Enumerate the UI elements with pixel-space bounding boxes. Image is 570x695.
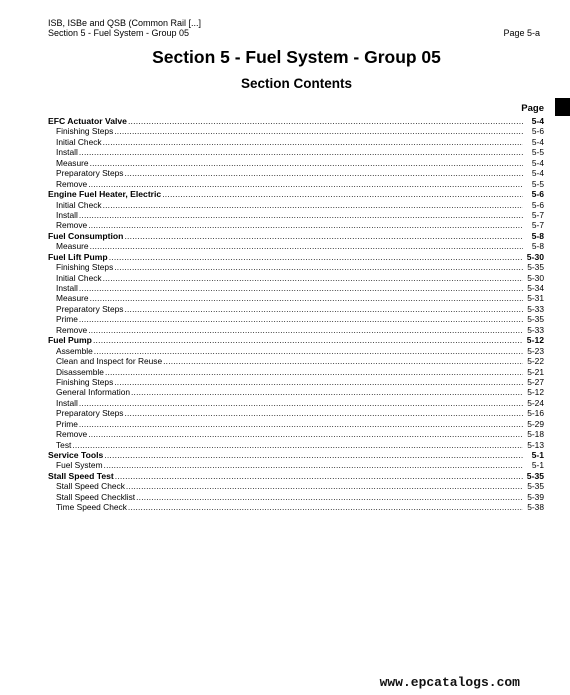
toc-entry-page: 5-30: [527, 272, 544, 283]
toc-entry-label: Fuel System: [56, 460, 103, 471]
section-contents-heading: Section Contents: [240, 76, 352, 91]
toc-topic-entry[interactable]: [48, 314, 544, 324]
toc-section-entry[interactable]: [48, 231, 544, 241]
toc-section-entry[interactable]: [48, 252, 544, 262]
toc-entry-page: 5-4: [531, 136, 544, 147]
dot-leader: [72, 440, 523, 450]
toc-section-entry[interactable]: [48, 471, 544, 481]
toc-entry-page: 5-22: [527, 356, 544, 367]
toc-topic-entry[interactable]: [48, 200, 544, 210]
toc-entry-page: 5-6: [531, 199, 544, 210]
toc-entry-label: Measure: [56, 241, 89, 252]
dot-leader: [90, 241, 523, 251]
dot-leader: [124, 231, 523, 241]
toc-topic-entry[interactable]: [48, 346, 544, 356]
dot-leader: [103, 273, 523, 283]
toc-entry-page: 5-29: [527, 418, 544, 429]
toc-topic-entry[interactable]: [48, 325, 544, 335]
toc-section-entry[interactable]: [48, 450, 544, 460]
toc-entry-page: 5-16: [527, 408, 544, 419]
toc-topic-entry[interactable]: [48, 492, 544, 502]
toc-entry-page: 5-13: [527, 439, 544, 450]
toc-topic-entry[interactable]: [48, 440, 544, 450]
toc-entry-label: Assemble: [56, 345, 93, 356]
doc-title: ISB, ISBe and QSB (Common Rail [...]: [48, 18, 202, 28]
toc-topic-entry[interactable]: [48, 367, 544, 377]
toc-entry-label: Measure: [56, 157, 89, 168]
toc-entry-page: 5-31: [527, 293, 544, 304]
dot-leader: [103, 137, 523, 147]
dot-leader: [126, 481, 523, 491]
dot-leader: [125, 408, 524, 418]
toc-entry-label: Remove: [56, 324, 88, 335]
toc-entry-page: 5-12: [526, 335, 544, 346]
toc-entry-label: Remove: [56, 220, 88, 231]
dot-leader: [114, 126, 523, 136]
toc-entry-label: Test: [56, 439, 72, 450]
toc-entry-label: Finishing Steps: [56, 126, 114, 137]
toc-entry-page: 5-35: [527, 262, 544, 273]
toc-entry-label: Stall Speed Check: [56, 481, 125, 492]
toc-entry-page: 5-34: [527, 283, 544, 293]
dot-leader: [79, 419, 523, 429]
toc-entry-page: 5-8: [531, 241, 544, 252]
toc-entry-label: Prime: [56, 314, 78, 325]
toc-topic-entry[interactable]: [48, 304, 544, 314]
dot-leader: [104, 450, 523, 460]
toc-topic-entry[interactable]: [48, 293, 544, 303]
page-number: Page 5-a: [503, 28, 540, 38]
toc-topic-entry[interactable]: [48, 419, 544, 429]
dot-leader: [163, 356, 523, 366]
toc-entry-page: 5-5: [531, 178, 544, 189]
toc-entry-label: EFC Actuator Valve: [48, 116, 127, 126]
toc-section-entry[interactable]: [48, 116, 544, 126]
toc-entry-label: Install: [56, 397, 78, 408]
toc-topic-entry[interactable]: [48, 429, 544, 439]
toc-entry-label: Initial Check: [56, 199, 102, 210]
dot-leader: [114, 262, 523, 272]
toc-entry-label: Service Tools: [48, 450, 104, 460]
toc-entry-page: 5-1: [531, 460, 544, 471]
dot-leader: [79, 283, 523, 293]
toc-entry-label: Finishing Steps: [56, 262, 114, 273]
dot-leader: [125, 168, 524, 178]
toc-entry-label: Initial Check: [56, 272, 102, 283]
dot-leader: [105, 367, 523, 377]
toc-topic-entry[interactable]: [48, 241, 544, 251]
dot-leader: [136, 492, 523, 502]
toc-topic-entry[interactable]: [48, 460, 544, 470]
toc-entry-page: 5-12: [527, 387, 544, 398]
toc-topic-entry[interactable]: [48, 408, 544, 418]
table-of-contents: [48, 116, 544, 513]
toc-entry-label: Prime: [56, 418, 78, 429]
toc-entry-page: 5-4: [531, 157, 544, 168]
toc-entry-label: Fuel Pump: [48, 335, 92, 346]
toc-entry-page: 5-35: [527, 314, 544, 325]
toc-topic-entry[interactable]: [48, 283, 544, 293]
watermark: www.epcatalogs.com: [379, 675, 520, 690]
toc-entry-label: Stall Speed Checklist: [56, 491, 136, 502]
toc-entry-label: Install: [56, 147, 78, 158]
toc-entry-label: Fuel Lift Pump: [48, 251, 108, 262]
toc-entry-page: 5-35: [526, 470, 544, 481]
dot-leader: [93, 335, 523, 345]
dot-leader: [79, 147, 523, 157]
toc-entry-label: Stall Speed Test: [48, 470, 114, 481]
toc-entry-page: 5-4: [531, 168, 544, 179]
toc-entry-page: 5-24: [527, 397, 544, 408]
toc-topic-entry[interactable]: [48, 377, 544, 387]
toc-entry-page: 5-27: [527, 376, 544, 387]
toc-entry-label: Initial Check: [56, 136, 102, 147]
toc-topic-entry[interactable]: [48, 273, 544, 283]
toc-topic-entry[interactable]: [48, 147, 544, 157]
dot-leader: [128, 116, 523, 126]
dot-leader: [90, 293, 523, 303]
toc-topic-entry[interactable]: [48, 387, 544, 397]
toc-entry-page: 5-30: [526, 251, 544, 262]
toc-topic-entry[interactable]: [48, 398, 544, 408]
dot-leader: [115, 471, 523, 481]
toc-entry-label: Fuel Consumption: [48, 230, 124, 241]
toc-topic-entry[interactable]: [48, 210, 544, 220]
toc-entry-page: 5-7: [531, 220, 544, 231]
dot-leader: [103, 200, 523, 210]
dot-leader: [109, 252, 523, 262]
toc-topic-entry[interactable]: [48, 126, 544, 136]
dot-leader: [104, 460, 523, 470]
toc-entry-label: Install: [56, 209, 78, 220]
toc-topic-entry[interactable]: [48, 481, 544, 491]
dot-leader: [114, 377, 523, 387]
dot-leader: [79, 314, 523, 324]
toc-entry-page: 5-39: [527, 491, 544, 502]
dot-leader: [125, 304, 524, 314]
toc-topic-entry[interactable]: [48, 158, 544, 168]
dot-leader: [90, 158, 523, 168]
toc-topic-entry[interactable]: [48, 356, 544, 366]
dot-leader: [88, 429, 523, 439]
toc-entry-page: 5-4: [531, 116, 544, 126]
dot-leader: [79, 398, 523, 408]
toc-section-entry[interactable]: [48, 189, 544, 199]
dot-leader: [131, 387, 523, 397]
dot-leader: [79, 210, 523, 220]
toc-entry-label: Measure: [56, 293, 89, 304]
toc-entry-label: Time Speed Check: [56, 502, 127, 513]
toc-entry-page: 5-33: [527, 303, 544, 314]
dot-leader: [88, 325, 523, 335]
toc-topic-entry[interactable]: [48, 262, 544, 272]
dot-leader: [94, 346, 523, 356]
toc-entry-label: Remove: [56, 429, 88, 440]
toc-entry-label: Disassemble: [56, 366, 104, 377]
toc-entry-label: Install: [56, 283, 78, 293]
page-column-label: Page: [521, 103, 544, 114]
toc-entry-label: Clean and Inspect for Reuse: [56, 356, 163, 367]
toc-topic-entry[interactable]: [48, 179, 544, 189]
toc-entry-label: Remove: [56, 178, 88, 189]
toc-topic-entry[interactable]: [48, 168, 544, 178]
toc-entry-page: 5-8: [531, 230, 544, 241]
toc-entry-label: Engine Fuel Heater, Electric: [48, 189, 162, 200]
toc-entry-page: 5-7: [531, 209, 544, 220]
toc-entry-label: Preparatory Steps: [56, 168, 124, 179]
dot-leader: [88, 220, 523, 230]
toc-section-entry[interactable]: [48, 335, 544, 345]
toc-entry-page: 5-33: [527, 324, 544, 335]
running-header: [48, 18, 201, 38]
toc-topic-entry[interactable]: [48, 502, 544, 512]
toc-entry-page: 5-5: [531, 147, 544, 158]
toc-entry-page: 5-23: [527, 345, 544, 356]
section-reference: Section 5 - Fuel System - Group 05: [48, 28, 190, 38]
toc-entry-label: Finishing Steps: [56, 376, 114, 387]
toc-topic-entry[interactable]: [48, 220, 544, 230]
toc-entry-page: 5-38: [527, 502, 544, 513]
toc-entry-page: 5-18: [527, 429, 544, 440]
section-tab-marker: [555, 98, 570, 116]
toc-topic-entry[interactable]: [48, 137, 544, 147]
toc-entry-page: 5-6: [531, 126, 544, 137]
toc-entry-page: 5-35: [527, 481, 544, 492]
toc-entry-page: 5-1: [531, 450, 544, 460]
dot-leader: [162, 189, 523, 199]
dot-leader: [128, 502, 523, 512]
toc-entry-page: 5-21: [527, 366, 544, 377]
toc-entry-page: 5-6: [531, 189, 544, 200]
page-title: Section 5 - Fuel System - Group 05: [152, 47, 441, 67]
dot-leader: [88, 179, 523, 189]
toc-entry-label: General Information: [56, 387, 131, 398]
toc-entry-label: Preparatory Steps: [56, 408, 124, 419]
toc-entry-label: Preparatory Steps: [56, 303, 124, 314]
